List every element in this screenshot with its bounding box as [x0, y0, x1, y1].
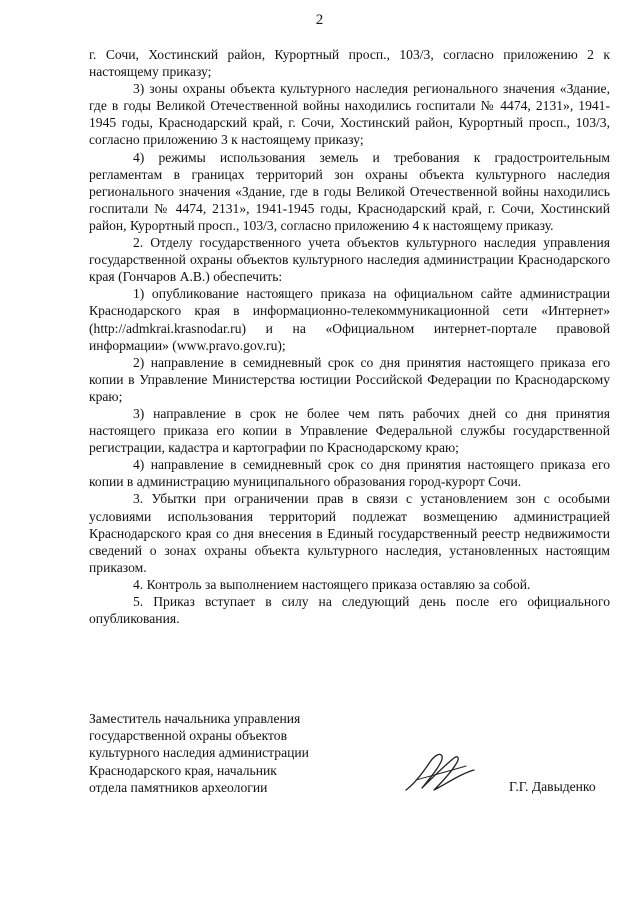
paragraph-item-4: 4) режимы использования земель и требования к градостроительным регламентам в границах территорий зон охраны объекта культурного наследия регионального значения «Здание, где в годы Великой Отечественной войны находились госпитали № 4474, 2131», 1941-1945 годы, Краснодарский край, г. Сочи, Хостинский район, Курортный просп., 103/3, согласно приложению 4 к настоящему приказу.	[89, 149, 610, 233]
paragraph-section-2: 2. Отделу государственного учета объектов культурного наследия управления государственной охраны объектов культурного наследия администрации Краснодарского края (Гончаров А.В.) обеспечить:	[89, 235, 610, 285]
paragraph-section-2-item-4: 4) направление в семидневный срок со дня принятия настоящего приказа его копии в администрацию муниципального образования город-курорт Сочи.	[89, 457, 610, 490]
signatory-position-line: государственной охраны объектов	[89, 728, 288, 744]
signatory-name: Г.Г. Давыденко	[509, 779, 596, 794]
paragraph-section-2-item-1: 1) опубликование настоящего приказа на официальном сайте администрации Краснодарского края в информационно-телекоммуникационной сети «Интернет» (http://admkrai.krasnodar.ru) и на «Официальном интернет-портале правовой информации» (www.pravo.gov.ru);	[89, 286, 610, 353]
signatory-position-line: культурного наследия администрации	[89, 745, 309, 761]
paragraph-continuation: г. Сочи, Хостинский район, Курортный просп., 103/3, согласно приложению 2 к настоящему приказу;	[89, 47, 610, 80]
paragraph-section-2-item-2: 2) направление в семидневный срок со дня принятия настоящего приказа его копии в Управление Министерства юстиции Российской Федерации по Краснодарскому краю;	[89, 354, 610, 404]
paragraph-section-4: 4. Контроль за выполнением настоящего приказа оставляю за собой.	[133, 576, 531, 592]
signatory-position-line: отдела памятников археологии	[89, 779, 268, 795]
paragraph-item-3: 3) зоны охраны объекта культурного наследия регионального значения «Здание, где в годы Великой Отечественной войны находились госпитали № 4474, 2131», 1941-1945 годы, Краснодарский край, г. Сочи, Хостинский район, Курортный просп., 103/3, согласно приложению 3 к настоящему приказу;	[89, 81, 610, 148]
signatory-position-line: Заместитель начальника управления	[89, 711, 301, 726]
page-number: 2	[315, 12, 324, 28]
signatory-position	[89, 710, 349, 796]
signatory-position-line: Краснодарского края, начальник	[89, 762, 277, 778]
handwritten-signature	[400, 744, 480, 804]
paragraph-section-3: 3. Убытки при ограничении прав в связи с установлением зон с особыми условиями использования территорий подлежат возмещению администрацией Краснодарского края со дня внесения в Единый государственный реестр недвижимости сведений о зонах охраны объекта культурного наследия, установленных настоящим приказом.	[89, 491, 610, 575]
document-body	[89, 46, 610, 627]
paragraph-section-2-item-3: 3) направление в срок не более чем пять рабочих дней со дня принятия настоящего приказа его копии в Управление Федеральной службы государственной регистрации, кадастра и картографии по Краснодарскому краю;	[89, 405, 610, 456]
paragraph-section-5: 5. Приказ вступает в силу на следующий день после его официального опубликования.	[89, 594, 610, 627]
